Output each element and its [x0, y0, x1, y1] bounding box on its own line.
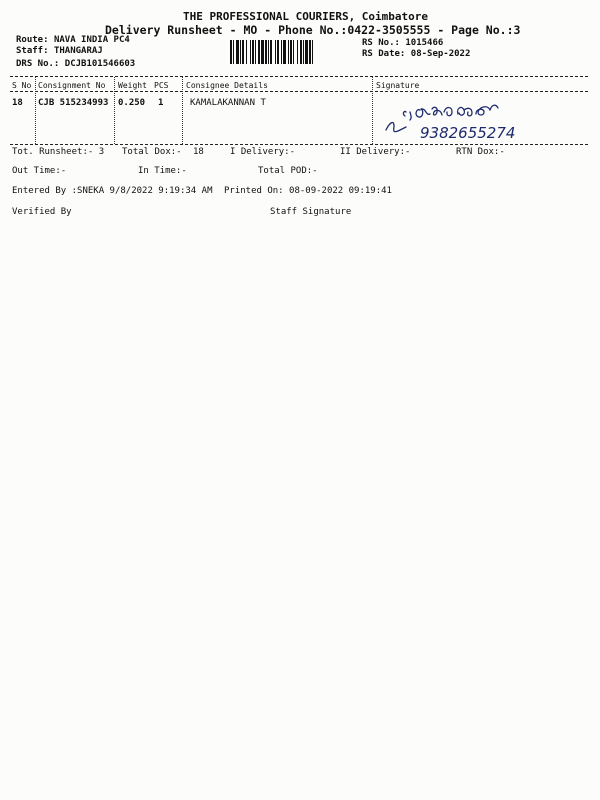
table-header-rule [10, 91, 588, 92]
total-pod-label: Total POD:- [258, 166, 318, 176]
col-divider [182, 77, 183, 144]
staff-value: THANGARAJ [53, 46, 103, 56]
total-runsheet-label: Tot. Runsheet:- [12, 147, 94, 157]
row-weight: 0.250 [118, 98, 146, 108]
i-delivery-label: I Delivery:- [230, 147, 296, 157]
staff-line [16, 46, 103, 56]
out-time-label: Out Time:- [12, 166, 67, 176]
row-consignee: KAMALAKANNAN T [190, 98, 266, 108]
drs-line [16, 59, 135, 69]
staff-signature-label: Staff Signature [270, 207, 352, 217]
in-time-label: In Time:- [138, 166, 187, 176]
rs-no-label: RS No.: [362, 38, 400, 48]
drs-label: DRS No.: [16, 59, 60, 69]
route-line [16, 35, 130, 45]
col-divider [114, 77, 115, 144]
total-runsheet-value: 3 [98, 147, 105, 157]
col-header-signature: Signature [376, 81, 420, 90]
verified-by: Verified By [12, 207, 72, 217]
row-sno: 18 [12, 98, 23, 108]
drs-value: DCJB101546603 [64, 59, 136, 69]
route-label: Route: [16, 35, 49, 45]
entered-by: Entered By :SNEKA 9/8/2022 9:19:34 AM [12, 186, 213, 196]
col-header-pcs: PCS [154, 81, 169, 90]
rs-no-value: 1015466 [405, 38, 444, 48]
rs-no-line [362, 38, 443, 48]
col-divider [35, 77, 36, 144]
total-dox-label: Total Dox:- [122, 147, 182, 157]
ii-delivery-label: II Delivery:- [340, 147, 411, 157]
col-header-consignee: Consignee Details [186, 81, 268, 90]
staff-label: Staff: [16, 46, 49, 56]
barcode-image [230, 40, 352, 64]
rtn-dox-label: RTN Dox:- [456, 147, 505, 157]
runsheet-subtitle: Delivery Runsheet - MO - Phone No.:0422-3505555 - Page No.:3 [105, 23, 521, 37]
col-divider [372, 77, 373, 144]
total-dox-value: 18 [193, 147, 204, 157]
rs-date-line [362, 49, 470, 59]
total-runsheet [12, 147, 104, 157]
row-pcs: 1 [158, 98, 164, 108]
rs-date-label: RS Date: [362, 49, 406, 59]
col-header-weight: Weight [118, 81, 147, 90]
rs-date-value: 08-Sep-2022 [410, 49, 471, 59]
row-consignment: CJB 515234993 [38, 98, 109, 108]
col-header-sno: S No [12, 81, 32, 90]
printed-on: Printed On: 08-09-2022 09:19:41 [224, 186, 392, 196]
col-header-consignment: Consignment No [38, 81, 106, 90]
table-top-rule [10, 76, 588, 77]
svg-text:9382655274: 9382655274 [420, 124, 516, 142]
route-value: NAVA INDIA PC4 [53, 35, 130, 45]
handwritten-signature [380, 100, 540, 145]
company-title: THE PROFESSIONAL COURIERS, Coimbatore [183, 10, 429, 23]
